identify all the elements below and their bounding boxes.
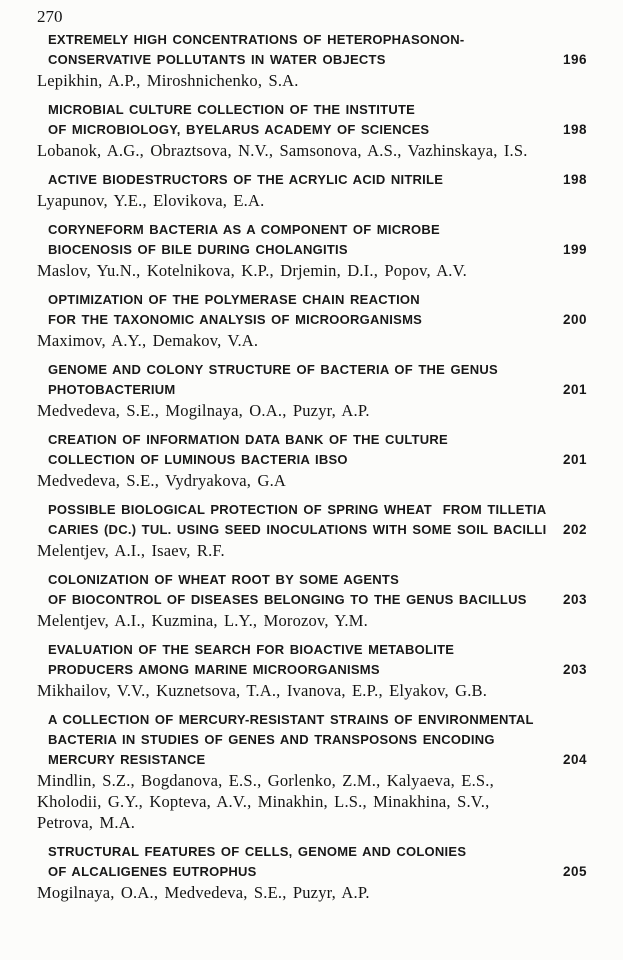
entry-authors-line: Medvedeva, S.E., Mogilnaya, O.A., Puzyr, A.P. (37, 401, 370, 420)
entry-title-line (0, 520, 623, 540)
toc-entry (0, 570, 623, 631)
entry-title-text: COLONIZATION OF WHEAT ROOT BY SOME AGENTS (48, 572, 399, 587)
entry-title-line (0, 120, 623, 140)
entry-authors-line: Petrova, M.A. (37, 813, 136, 832)
toc-entry (0, 360, 623, 421)
entry-title-line (0, 240, 623, 260)
entry-title-text: COLLECTION OF LUMINOUS BACTERIA IBSO (48, 452, 348, 467)
entry-title-text: OF MICROBIOLOGY, BYELARUS ACADEMY OF SCIENCES (48, 122, 430, 137)
entry-authors-line: Lyapunov, Y.E., Elovikova, E.A. (37, 191, 265, 210)
entry-title-text: CONSERVATIVE POLLUTANTS IN WATER OBJECTS (48, 52, 386, 67)
toc-entry (0, 290, 623, 351)
entry-title-text: OPTIMIZATION OF THE POLYMERASE CHAIN REACTION (48, 292, 420, 307)
footer-page-number: 270 (37, 7, 63, 26)
entry-title-text: EVALUATION OF THE SEARCH FOR BIOACTIVE METABOLITE (48, 642, 455, 657)
entry-title-text: STRUCTURAL FEATURES OF CELLS, GENOME AND COLONIES (48, 844, 467, 859)
entry-authors-line: Melentjev, A.I., Isaev, R.F. (37, 541, 225, 560)
entry-title-text: FOR THE TAXONOMIC ANALYSIS OF MICROORGANISMS (48, 312, 423, 327)
entry-title-text: MERCURY RESISTANCE (48, 752, 206, 767)
entry-title-text: GENOME AND COLONY STRUCTURE OF BACTERIA OF THE GENUS (48, 362, 498, 377)
entry-page-number: 201 (562, 382, 587, 397)
entry-authors-line: Maximov, A.Y., Demakov, V.A. (37, 331, 259, 350)
entry-page-number: 196 (562, 52, 587, 67)
entry-title-line (0, 750, 623, 770)
entry-authors-line: Kholodii, G.Y., Kopteva, A.V., Minakhin, L.S., Minakhina, S.V., (37, 792, 490, 811)
entry-page-number: 203 (562, 592, 587, 607)
entry-title-line (0, 30, 623, 50)
entry-title-text: OF ALCALIGENES EUTROPHUS (48, 864, 257, 879)
entry-page-number: 198 (562, 122, 587, 137)
entry-title-line (0, 430, 623, 450)
entry-title-line (0, 570, 623, 590)
entry-title-line (0, 170, 623, 190)
entry-title-line (0, 710, 623, 730)
toc-list (0, 30, 623, 912)
entry-title-text: CORYNEFORM BACTERIA AS A COMPONENT OF MICROBE (48, 222, 440, 237)
entry-authors-line: Mikhailov, V.V., Kuznetsova, T.A., Ivanova, E.P., Elyakov, G.B. (37, 681, 488, 700)
entry-authors-line: Lobanok, A.G., Obraztsova, N.V., Samsonova, A.S., Vazhinskaya, I.S. (37, 141, 528, 160)
entry-title-text: OF BIOCONTROL OF DISEASES BELONGING TO THE GENUS BACILLUS (48, 592, 527, 607)
entry-title-line (0, 360, 623, 380)
entry-title-line (0, 842, 623, 862)
entry-page-number: 202 (562, 522, 587, 537)
entry-title-line (0, 310, 623, 330)
entry-title-text: CARIES (DC.) TUL. USING SEED INOCULATIONS WITH SOME SOIL BACILLI (48, 522, 547, 537)
entry-page-number: 200 (562, 312, 587, 327)
entry-title-line (0, 730, 623, 750)
entry-authors-line: Melentjev, A.I., Kuzmina, L.Y., Morozov, Y.M. (37, 611, 368, 630)
entry-title-text: A COLLECTION OF MERCURY-RESISTANT STRAINS OF ENVIRONMENTAL (48, 712, 534, 727)
entry-authors-line: Maslov, Yu.N., Kotelnikova, K.P., Drjemin, D.I., Popov, A.V. (37, 261, 467, 280)
entry-title-line (0, 450, 623, 470)
entry-authors-line: Mogilnaya, O.A., Medvedeva, S.E., Puzyr, A.P. (37, 883, 370, 902)
entry-title-text: POSSIBLE BIOLOGICAL PROTECTION OF SPRING WHEAT FROM TILLETIA (48, 502, 547, 517)
entry-title-text: PHOTOBACTERIUM (48, 382, 176, 397)
entry-title-line (0, 220, 623, 240)
entry-title-line (0, 660, 623, 680)
entry-page-number: 205 (562, 864, 587, 879)
toc-entry (0, 100, 623, 161)
entry-title-line (0, 640, 623, 660)
entry-title-text: BACTERIA IN STUDIES OF GENES AND TRANSPOSONS ENCODING (48, 732, 495, 747)
entry-authors-line: Medvedeva, S.E., Vydryakova, G.A (37, 471, 287, 490)
entry-page-number: 204 (562, 752, 587, 767)
entry-authors-line: Lepikhin, A.P., Miroshnichenko, S.A. (37, 71, 299, 90)
entry-title-line (0, 50, 623, 70)
entry-title-line (0, 380, 623, 400)
toc-entry (0, 710, 623, 833)
entry-title-text: MICROBIAL CULTURE COLLECTION OF THE INSTITUTE (48, 102, 416, 117)
entry-page-number: 198 (562, 172, 587, 187)
entry-title-text: BIOCENOSIS OF BILE DURING CHOLANGITIS (48, 242, 348, 257)
toc-entry (0, 170, 623, 211)
entry-title-text: PRODUCERS AMONG MARINE MICROORGANISMS (48, 662, 380, 677)
entry-title-text: EXTREMELY HIGH CONCENTRATIONS OF HETEROPHASONON- (48, 32, 465, 47)
toc-entry (0, 640, 623, 701)
toc-entry (0, 430, 623, 491)
entry-title-line (0, 290, 623, 310)
entry-authors-line: Mindlin, S.Z., Bogdanova, E.S., Gorlenko, Z.M., Kalyaeva, E.S., (37, 771, 494, 790)
toc-entry (0, 500, 623, 561)
toc-entry (0, 842, 623, 903)
entry-page-number: 201 (562, 452, 587, 467)
toc-entry (0, 30, 623, 91)
entry-title-text: CREATION OF INFORMATION DATA BANK OF THE CULTURE (48, 432, 448, 447)
entry-title-line (0, 500, 623, 520)
entry-title-line (0, 100, 623, 120)
entry-page-number: 203 (562, 662, 587, 677)
entry-page-number: 199 (562, 242, 587, 257)
entry-title-line (0, 590, 623, 610)
entry-title-text: ACTIVE BIODESTRUCTORS OF THE ACRYLIC ACID NITRILE (48, 172, 444, 187)
toc-entry (0, 220, 623, 281)
entry-title-line (0, 862, 623, 882)
